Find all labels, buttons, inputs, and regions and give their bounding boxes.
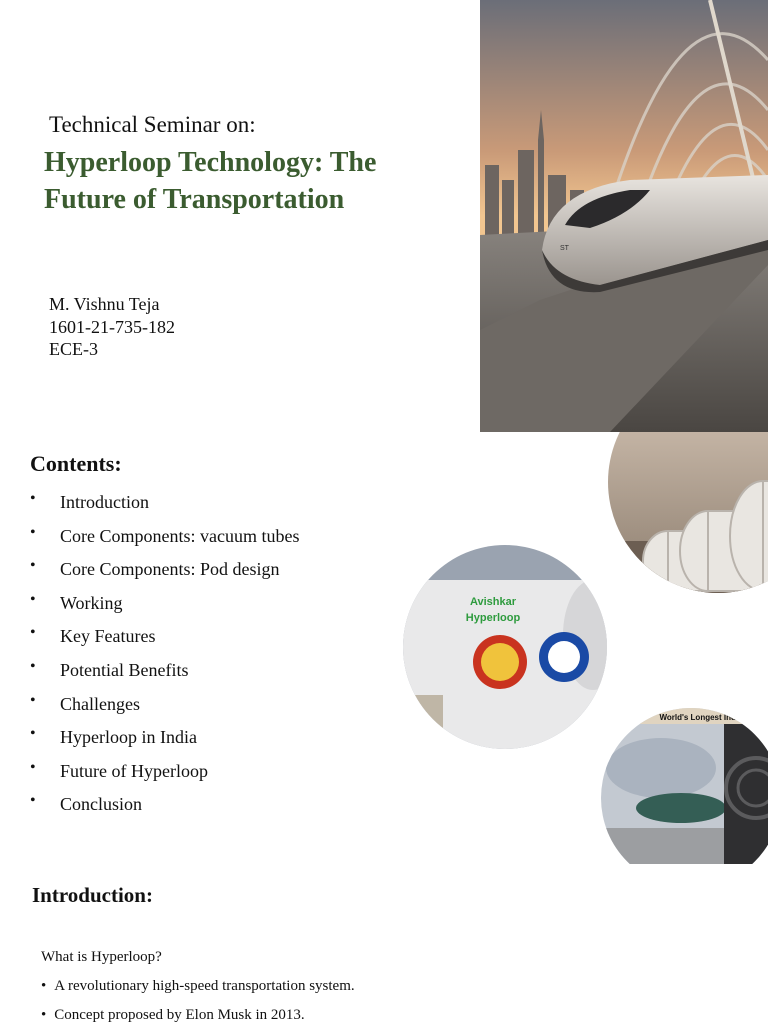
tube-illustration bbox=[608, 432, 768, 593]
hyperloop-train-image bbox=[480, 0, 768, 432]
test-track-caption: World's Longest India bbox=[659, 713, 743, 722]
avishkar-label: Avishkar bbox=[469, 596, 517, 608]
avishkar-illustration bbox=[403, 545, 607, 749]
india-test-track-photo bbox=[601, 708, 768, 864]
intro-question: What is Hyperloop? bbox=[41, 949, 162, 965]
bullet-icon: • bbox=[41, 1007, 47, 1023]
list-item: • Concept proposed by Elon Musk in 2013. bbox=[41, 1007, 305, 1023]
presentation-title: Hyperloop Technology: The Future of Transportation bbox=[44, 147, 377, 215]
bullet-icon: • bbox=[30, 590, 36, 608]
bullet-icon: • bbox=[30, 490, 36, 507]
contents-heading: Contents: bbox=[30, 451, 122, 476]
title-slide bbox=[0, 0, 768, 432]
bullet-icon: • bbox=[30, 725, 36, 743]
bullet-icon: • bbox=[30, 557, 36, 575]
bullet-icon: • bbox=[30, 624, 36, 642]
contents-slide: Contents: • Introduction • Core Components: vacuum tubes • Core Components: Pod design • Working • Key Features • Potential Benefits • Challenges • Hyperloop in India • Future of Hyperloop • Conclusion Avishkar Hyperloop World's Longest India bbox=[0, 432, 768, 864]
section: ECE-3 bbox=[49, 339, 98, 359]
bullet-icon: • bbox=[41, 978, 47, 994]
bullet-icon: • bbox=[30, 758, 36, 776]
test-track-illustration bbox=[601, 708, 768, 864]
introduction-slide bbox=[0, 864, 768, 1024]
pod-label: ST bbox=[560, 245, 569, 252]
list-item: • A revolutionary high-speed transportation system. bbox=[41, 978, 355, 994]
seminar-subtitle: Technical Seminar on: bbox=[49, 112, 256, 137]
bullet-icon: • bbox=[30, 657, 36, 675]
bullet-icon: • bbox=[30, 792, 36, 810]
vacuum-tube-photo bbox=[608, 432, 768, 593]
author-info bbox=[49, 293, 175, 361]
train-illustration bbox=[480, 0, 768, 432]
hyperloop-label: Hyperloop bbox=[465, 612, 521, 624]
introduction-heading: Introduction: bbox=[32, 883, 153, 907]
avishkar-hyperloop-photo bbox=[403, 545, 607, 749]
bullet-icon: • bbox=[30, 523, 36, 541]
roll-number: 1601-21-735-182 bbox=[49, 316, 175, 337]
bullet-icon: • bbox=[30, 691, 36, 709]
author-name: M. Vishnu Teja bbox=[49, 294, 160, 314]
